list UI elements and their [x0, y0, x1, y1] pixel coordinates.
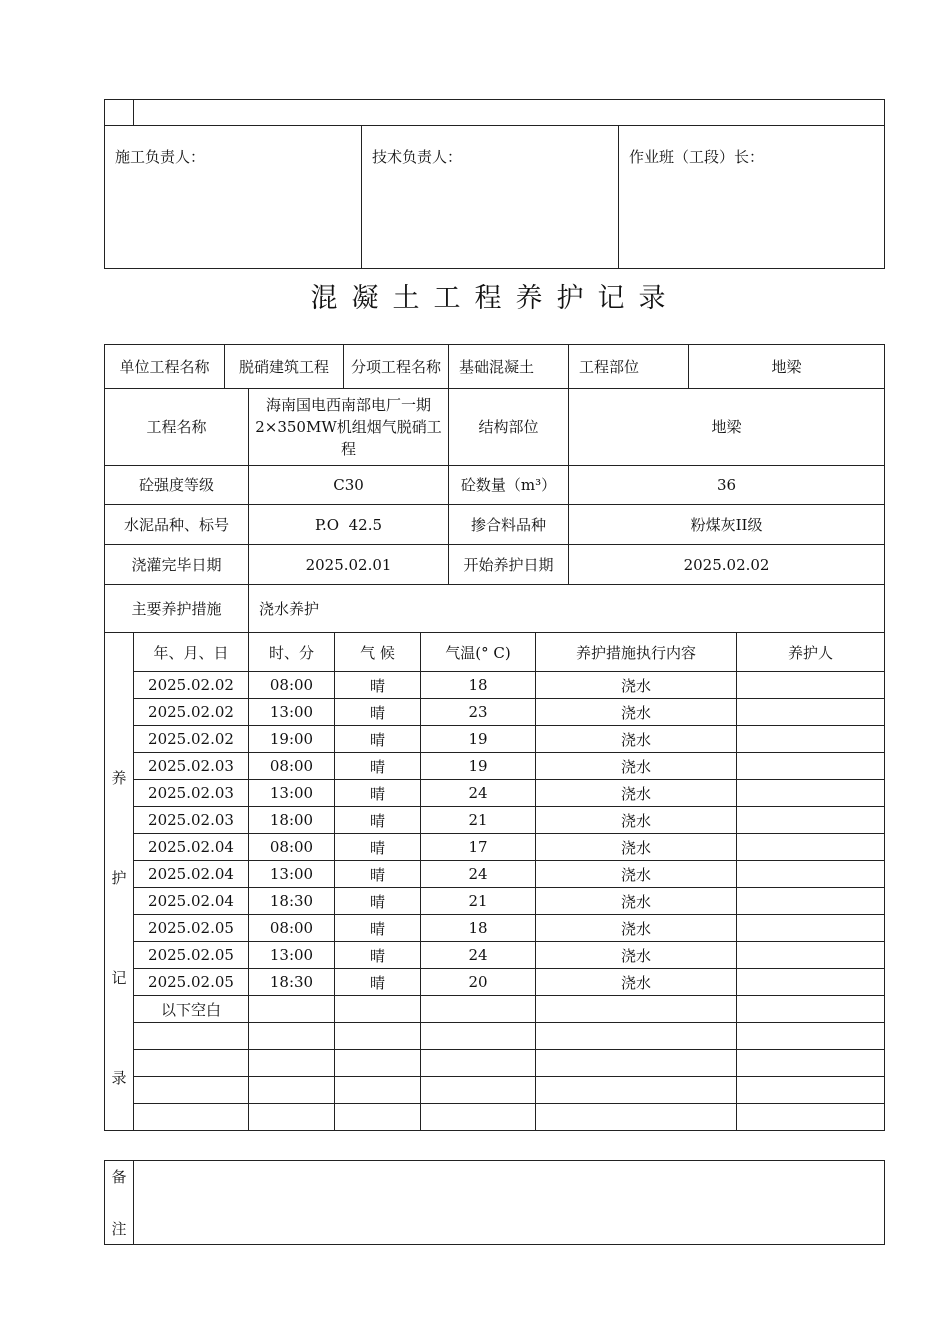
caretaker-col-cell[interactable] [737, 807, 885, 834]
date-col-cell[interactable]: 2025.02.03 [134, 753, 249, 780]
structure-part-value[interactable]: 地梁 [569, 389, 885, 466]
weather-col-cell[interactable]: 晴 [335, 726, 421, 753]
temperature-col-cell[interactable] [421, 1050, 536, 1077]
action-col-cell[interactable]: 浇水 [536, 753, 737, 780]
table-row [105, 753, 885, 780]
sub-project-label: 分项工程名称 [344, 345, 449, 389]
caretaker-col-cell[interactable] [737, 672, 885, 699]
weather-col-cell[interactable] [335, 1104, 421, 1131]
project-name-value[interactable]: 海南国电西南部电厂一期2×350MW机组烟气脱硝工程 [249, 389, 449, 466]
admixture-value[interactable]: 粉煤灰II级 [569, 505, 885, 545]
construction-lead-label: 施工负责人： [115, 148, 206, 166]
cement-label: 水泥品种、标号 [105, 505, 249, 545]
action-col-cell[interactable]: 浇水 [536, 834, 737, 861]
cure-start-value[interactable]: 2025.02.02 [569, 545, 885, 585]
construction-lead-field[interactable] [105, 126, 362, 269]
action-col-cell[interactable]: 浇水 [536, 861, 737, 888]
temperature-col-header: 气温(° C) [421, 633, 536, 672]
action-col-cell[interactable]: 浇水 [536, 942, 737, 969]
action-col-cell[interactable]: 浇水 [536, 969, 737, 996]
temperature-col-cell[interactable]: 18 [421, 915, 536, 942]
caretaker-col-cell[interactable] [737, 726, 885, 753]
weather-col-cell[interactable]: 晴 [335, 888, 421, 915]
admixture-label: 掺合料品种 [449, 505, 569, 545]
time-col-cell[interactable] [249, 1050, 335, 1077]
project-name-label: 工程名称 [105, 389, 249, 466]
date-col-cell[interactable]: 2025.02.03 [134, 780, 249, 807]
signature-table [104, 99, 885, 269]
caretaker-col-cell[interactable] [737, 753, 885, 780]
time-col-cell[interactable]: 13:00 [249, 942, 335, 969]
caretaker-col-cell[interactable] [737, 1077, 885, 1104]
action-col-cell[interactable] [536, 1023, 737, 1050]
time-col-cell[interactable]: 18:30 [249, 888, 335, 915]
table-row [105, 672, 885, 699]
table-row [105, 726, 885, 753]
weather-col-cell[interactable]: 晴 [335, 672, 421, 699]
weather-col-cell[interactable] [335, 1077, 421, 1104]
side-label-char: 养 [111, 769, 127, 787]
remarks-label [105, 1161, 134, 1245]
date-col-cell[interactable]: 2025.02.02 [134, 672, 249, 699]
time-col-cell[interactable]: 08:00 [249, 753, 335, 780]
caretaker-col-cell[interactable] [737, 780, 885, 807]
temperature-col-cell[interactable]: 20 [421, 969, 536, 996]
table-row [105, 969, 885, 996]
quantity-label: 砼数量（m³） [449, 466, 569, 505]
date-col-cell[interactable]: 2025.02.02 [134, 699, 249, 726]
action-col-cell[interactable] [536, 996, 737, 1023]
time-col-header: 时、分 [249, 633, 335, 672]
unit-project-value[interactable]: 脱硝建筑工程 [225, 345, 344, 389]
action-col-cell[interactable] [536, 1050, 737, 1077]
table-row [105, 780, 885, 807]
date-col-cell[interactable] [134, 1104, 249, 1131]
date-col-cell[interactable]: 以下空白 [134, 996, 249, 1023]
action-col-cell[interactable]: 浇水 [536, 726, 737, 753]
unit-project-label: 单位工程名称 [105, 345, 225, 389]
temperature-col-cell[interactable]: 19 [421, 753, 536, 780]
time-col-cell[interactable] [249, 1077, 335, 1104]
caretaker-col-cell[interactable] [737, 1050, 885, 1077]
weather-col-header: 气 候 [335, 633, 421, 672]
date-col-cell[interactable]: 2025.02.04 [134, 888, 249, 915]
cement-value[interactable]: P.O 42.5 [249, 505, 449, 545]
caretaker-col-cell[interactable] [737, 1023, 885, 1050]
table-row [105, 1050, 885, 1077]
action-col-cell[interactable]: 浇水 [536, 780, 737, 807]
table-row [105, 834, 885, 861]
empty-header-cell [134, 100, 885, 126]
action-col-cell[interactable]: 浇水 [536, 672, 737, 699]
weather-col-cell[interactable] [335, 1050, 421, 1077]
temperature-col-cell[interactable] [421, 1077, 536, 1104]
action-col-header: 养护措施执行内容 [536, 633, 737, 672]
date-col-cell[interactable]: 2025.02.04 [134, 861, 249, 888]
caretaker-col-cell[interactable] [737, 861, 885, 888]
caretaker-col-cell[interactable] [737, 699, 885, 726]
table-row [105, 1104, 885, 1131]
date-col-cell[interactable]: 2025.02.03 [134, 807, 249, 834]
side-label-char: 录 [111, 1069, 127, 1087]
date-col-cell[interactable] [134, 1050, 249, 1077]
table-row [105, 699, 885, 726]
quantity-value[interactable]: 36 [569, 466, 885, 505]
table-row [105, 861, 885, 888]
weather-col-cell[interactable]: 晴 [335, 861, 421, 888]
date-col-cell[interactable] [134, 1077, 249, 1104]
time-col-cell[interactable]: 08:00 [249, 834, 335, 861]
temperature-col-cell[interactable] [421, 1023, 536, 1050]
action-col-cell[interactable]: 浇水 [536, 888, 737, 915]
weather-col-cell[interactable]: 晴 [335, 753, 421, 780]
time-col-cell[interactable]: 18:00 [249, 807, 335, 834]
pour-date-label: 浇灌完毕日期 [105, 545, 249, 585]
pour-date-value[interactable]: 2025.02.01 [249, 545, 449, 585]
time-col-cell[interactable] [249, 1104, 335, 1131]
caretaker-col-cell[interactable] [737, 834, 885, 861]
table-row [105, 807, 885, 834]
table-row [105, 942, 885, 969]
curing-record-table [104, 632, 885, 1131]
time-col-cell[interactable] [249, 1023, 335, 1050]
sub-project-value[interactable]: 基础混凝土 [449, 345, 569, 389]
temperature-col-cell[interactable]: 19 [421, 726, 536, 753]
caretaker-col-cell[interactable] [737, 1104, 885, 1131]
caretaker-col-cell[interactable] [737, 942, 885, 969]
time-col-cell[interactable]: 13:00 [249, 699, 335, 726]
weather-col-cell[interactable]: 晴 [335, 942, 421, 969]
caretaker-col-cell[interactable] [737, 888, 885, 915]
side-label-char: 护 [111, 869, 127, 887]
project-info-table [104, 344, 885, 633]
time-col-cell[interactable]: 08:00 [249, 672, 335, 699]
caretaker-col-cell[interactable] [737, 969, 885, 996]
weather-col-cell[interactable]: 晴 [335, 834, 421, 861]
measures-value[interactable]: 浇水养护 [249, 585, 885, 633]
weather-col-cell[interactable] [335, 1023, 421, 1050]
temperature-col-cell[interactable]: 18 [421, 672, 536, 699]
weather-col-cell[interactable]: 晴 [335, 915, 421, 942]
temperature-col-cell[interactable] [421, 996, 536, 1023]
temperature-col-cell[interactable]: 21 [421, 807, 536, 834]
weather-col-cell[interactable] [335, 996, 421, 1023]
action-col-cell[interactable]: 浇水 [536, 699, 737, 726]
remarks-label-char-2: 注 [111, 1220, 127, 1238]
temperature-col-cell[interactable] [421, 1104, 536, 1131]
table-row [105, 888, 885, 915]
time-col-cell[interactable]: 13:00 [249, 780, 335, 807]
strength-value[interactable]: C30 [249, 466, 449, 505]
weather-col-cell[interactable]: 晴 [335, 807, 421, 834]
remarks-table [104, 1160, 885, 1245]
action-col-cell[interactable] [536, 1077, 737, 1104]
curing-record-side-label [105, 633, 134, 1131]
team-leader-field[interactable] [619, 126, 885, 269]
table-row [105, 1023, 885, 1050]
date-col-cell[interactable]: 2025.02.02 [134, 726, 249, 753]
technical-lead-label: 技术负责人： [372, 148, 463, 166]
date-col-cell[interactable]: 2025.02.04 [134, 834, 249, 861]
date-col-cell[interactable]: 2025.02.05 [134, 915, 249, 942]
action-col-cell[interactable]: 浇水 [536, 915, 737, 942]
date-col-cell[interactable]: 2025.02.05 [134, 969, 249, 996]
caretaker-col-cell[interactable] [737, 996, 885, 1023]
remarks-label-char-1: 备 [111, 1168, 127, 1186]
technical-lead-field[interactable] [362, 126, 619, 269]
action-col-cell[interactable] [536, 1104, 737, 1131]
page-title: 混凝土工程养护记录 [310, 283, 680, 314]
date-col-cell[interactable] [134, 1023, 249, 1050]
team-leader-label: 作业班（工段）长： [629, 148, 765, 166]
time-col-cell[interactable]: 18:30 [249, 969, 335, 996]
side-label-char: 记 [111, 969, 127, 987]
temperature-col-cell[interactable]: 23 [421, 699, 536, 726]
action-col-cell[interactable]: 浇水 [536, 807, 737, 834]
weather-col-cell[interactable]: 晴 [335, 780, 421, 807]
weather-col-cell[interactable]: 晴 [335, 969, 421, 996]
weather-col-cell[interactable]: 晴 [335, 699, 421, 726]
caretaker-col-cell[interactable] [737, 915, 885, 942]
temperature-col-cell[interactable]: 21 [421, 888, 536, 915]
strength-label: 砼强度等级 [105, 466, 249, 505]
measures-label: 主要养护措施 [105, 585, 249, 633]
structure-part-label: 结构部位 [449, 389, 569, 466]
time-col-cell[interactable]: 08:00 [249, 915, 335, 942]
temperature-col-cell[interactable]: 24 [421, 942, 536, 969]
remarks-value[interactable] [134, 1161, 885, 1245]
table-row [105, 996, 885, 1023]
time-col-cell[interactable]: 13:00 [249, 861, 335, 888]
project-part-label: 工程部位 [569, 345, 689, 389]
date-col-cell[interactable]: 2025.02.05 [134, 942, 249, 969]
time-col-cell[interactable]: 19:00 [249, 726, 335, 753]
caretaker-col-header: 养护人 [737, 633, 885, 672]
table-row [105, 915, 885, 942]
empty-corner-cell [105, 100, 134, 126]
project-part-value[interactable]: 地梁 [689, 345, 885, 389]
temperature-col-cell[interactable]: 24 [421, 780, 536, 807]
date-col-header: 年、月、日 [134, 633, 249, 672]
time-col-cell[interactable] [249, 996, 335, 1023]
temperature-col-cell[interactable]: 24 [421, 861, 536, 888]
cure-start-label: 开始养护日期 [449, 545, 569, 585]
temperature-col-cell[interactable]: 17 [421, 834, 536, 861]
table-row [105, 1077, 885, 1104]
